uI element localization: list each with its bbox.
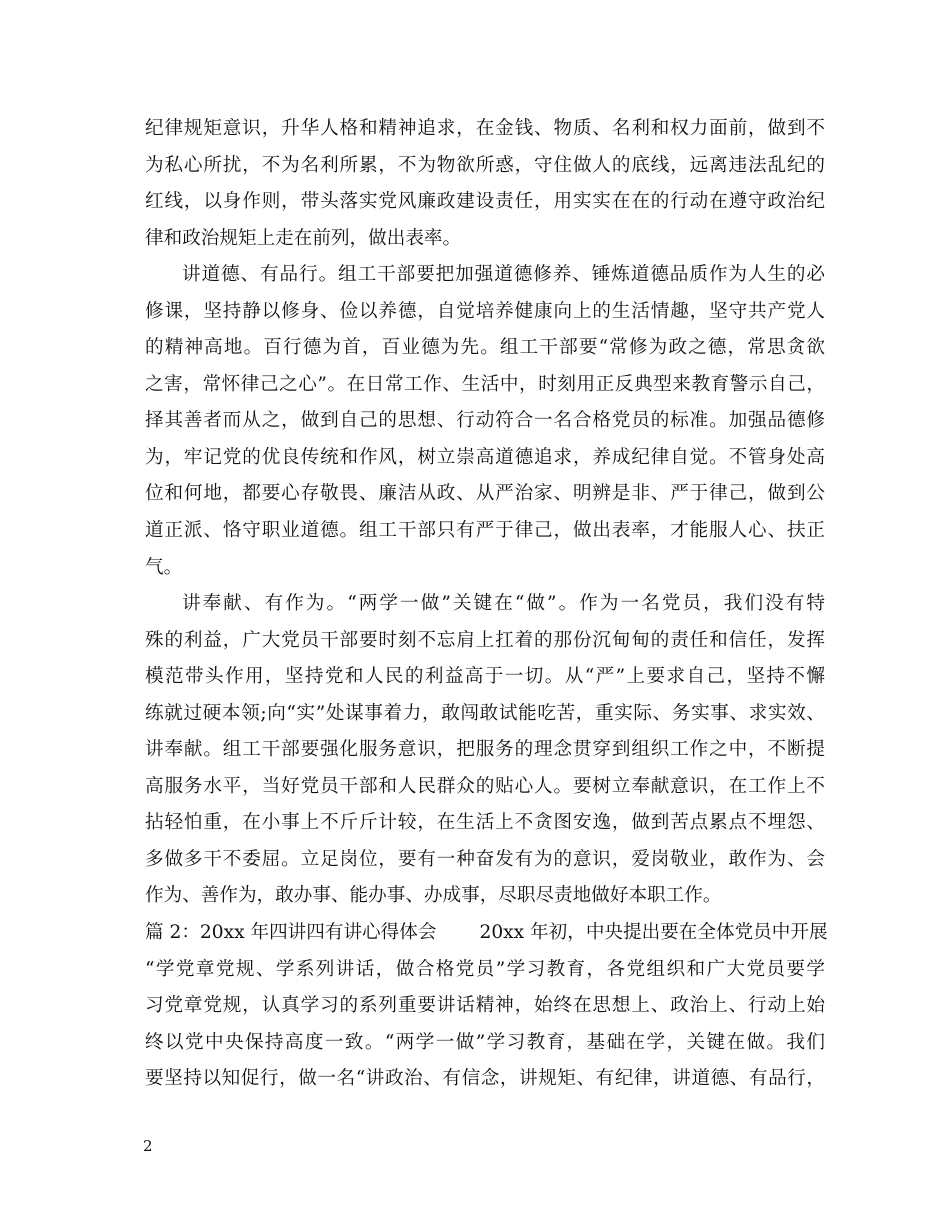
text-line: 高服务水平，当好党员干部和人民群众的贴心人。要树立奉献意识，在工作上不 [145,775,825,797]
text-line: 修课，坚持静以修身、俭以养德，自觉培养健康向上的生活情趣，坚守共产党人 [145,300,825,322]
text-line: 多做多干不委屈。立足岗位，要有一种奋发有为的意识，爱岗敬业，敢作为、会 [145,848,825,870]
section-heading-line: 篇 2：20xx 年四讲四有讲心得体会 20xx 年初，中央提出要在全体党员中开展 [145,922,828,944]
text-line: 律和政治规矩上走在前列，做出表率。 [145,227,462,249]
text-line: 练就过硬本领;向“实”处谋事着力，敢闯敢试能吃苦，重实际、务实事、求实效、 [145,702,825,724]
text-line: “学党章党规、学系列讲话，做合格党员”学习教育，各党组织和广大党员要学 [145,958,825,980]
text-line: 位和何地，都要心存敬畏、廉洁从政、从严治家、明辨是非、严于律己，做到公 [145,483,825,505]
text-line: 殊的利益，广大党员干部要时刻不忘肩上扛着的那份沉甸甸的责任和信任，发挥 [145,629,825,651]
text-line: 拈轻怕重，在小事上不斤斤计较，在生活上不贪图安逸，做到苦点累点不埋怨、 [145,812,825,834]
text-line: 为私心所扰，不为名利所累，不为物欲所惑，守住做人的底线，远离违法乱纪的 [145,154,825,176]
text-line: 终以党中央保持高度一致。“两学一做”学习教育，基础在学，关键在做。我们 [145,1031,825,1053]
text-line: 之害，常怀律己之心”。在日常工作、生活中，时刻用正反典型来教育警示自己， [145,373,825,395]
text-line: 纪律规矩意识，升华人格和精神追求，在金钱、物质、名利和权力面前，做到不 [145,118,825,139]
text-line: 的精神高地。百行德为首，百业德为先。组工干部要“常修为政之德，常思贪欲 [145,337,825,359]
text-line: 红线，以身作则，带头落实党风廉政建设责任，用实实在在的行动在遵守政治纪 [145,191,825,213]
text-line: 习党章党规，认真学习的系列重要讲话精神，始终在思想上、政治上、行动上始 [145,995,825,1017]
text-line: 讲道德、有品行。组工干部要把加强道德修养、锤炼道德品质作为人生的必 [182,264,825,286]
text-line: 模范带头作用，坚持党和人民的利益高于一切。从“严”上要求自己，坚持不懈 [145,666,825,688]
text-line: 讲奉献、有作为。“两学一做”关键在“做”。作为一名党员，我们没有特 [182,593,825,615]
text-line: 作为、善作为，敢办事、能办事、办成事，尽职尽责地做好本职工作。 [145,885,722,907]
text-line: 气。 [145,556,183,578]
text-line: 择其善者而从之，做到自己的思想、行动符合一名合格党员的标准。加强品德修 [145,410,825,432]
page-number: 2 [143,1137,153,1155]
text-line: 讲奉献。组工干部要强化服务意识，把服务的理念贯穿到组织工作之中，不断提 [145,739,825,761]
text-line: 道正派、恪守职业道德。组工干部只有严于律己，做出表率，才能服人心、扶正 [145,520,825,542]
body-text [145,111,828,1098]
text-line: 为，牢记党的优良传统和作风，树立崇高道德追求，养成纪律自觉。不管身处高 [145,446,825,468]
text-line: 要坚持以知促行，做一名“讲政治、有信念，讲规矩、有纪律，讲道德、有品行， [145,1068,825,1090]
